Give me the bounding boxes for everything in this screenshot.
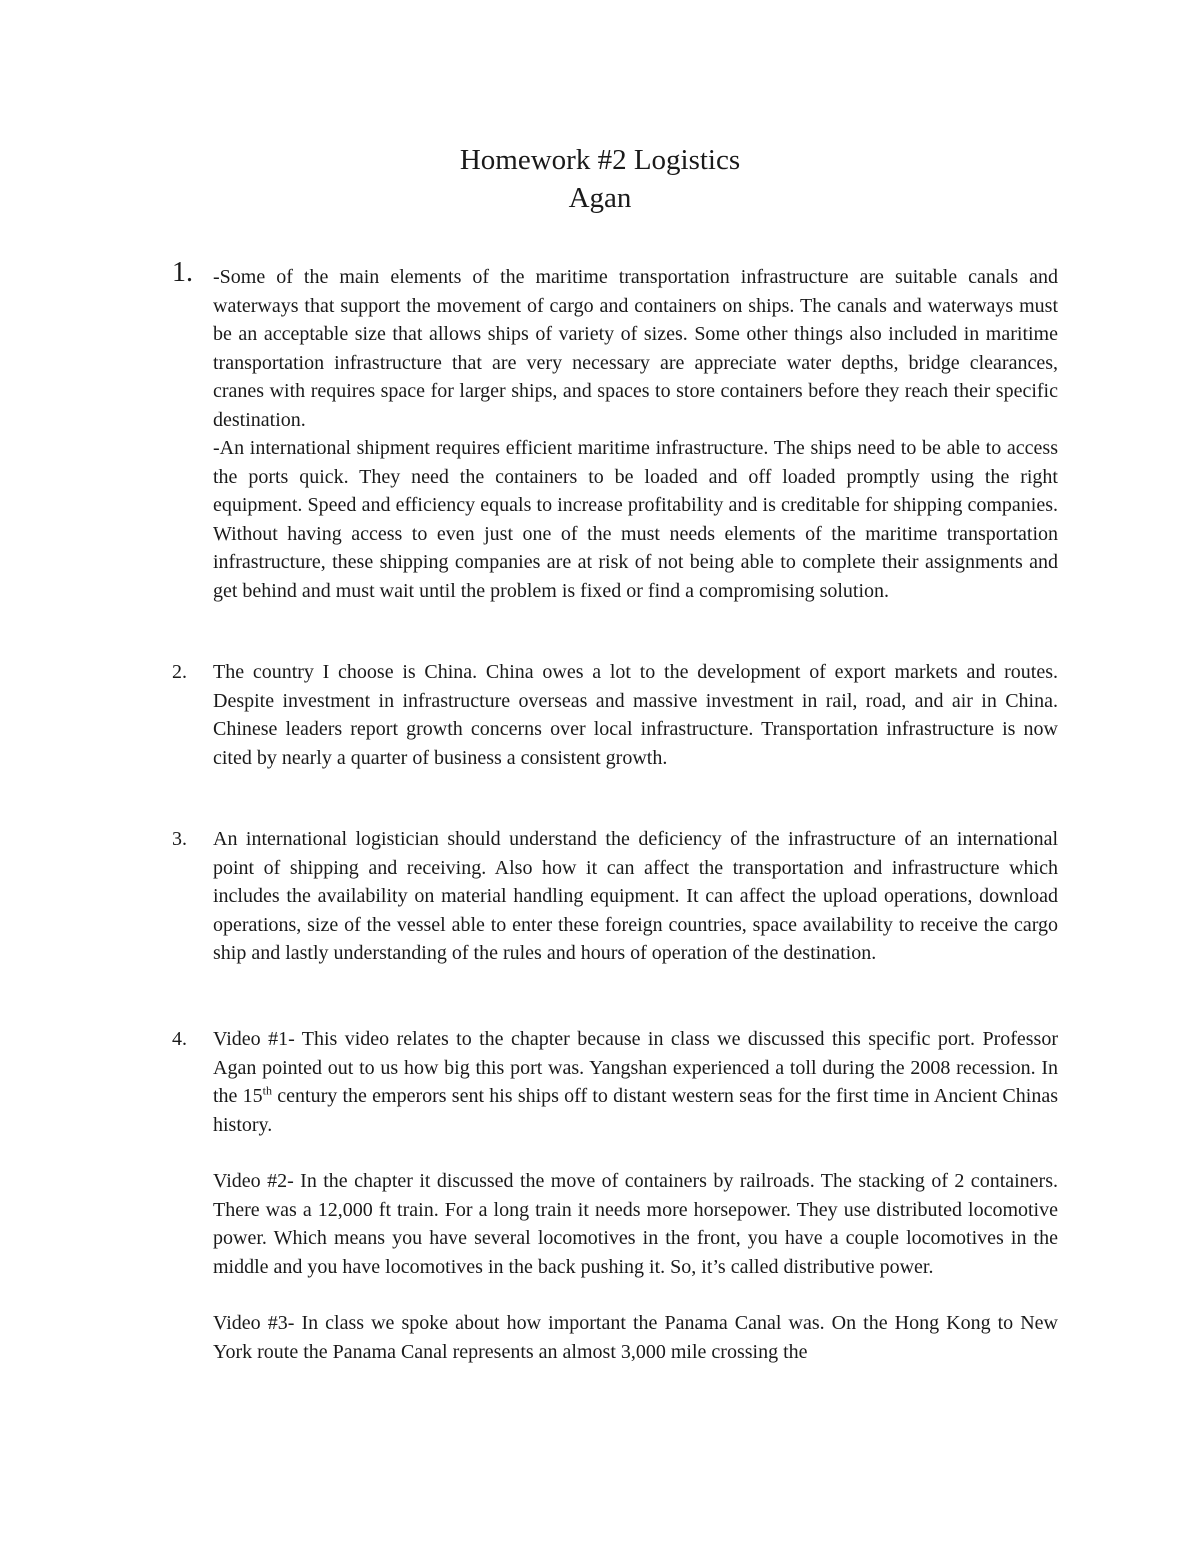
video-1-paragraph bbox=[213, 1025, 1058, 1139]
document-author: Agan bbox=[568, 182, 632, 214]
video-1-text: Video #1- This video relates to the chapter because in class we discussed this specific port. Professor Agan pointed out to us how big this port was. Yangshan experienced a toll during the 2008 recession. In the 15 bbox=[213, 1028, 1058, 1107]
answer-text bbox=[213, 825, 1058, 968]
answer-paragraph: An international logistician should understand the deficiency of the infrastructure of an international point of shipping and receiving. Also how it can affect the transportation and infrastructure which includes the availability on material handling equipment. It can affect the upload operations, download operations, size of the vessel able to enter these foreign countries, space availability to receive the cargo ship and lastly understanding of the rules and hours of operation of the destination. bbox=[213, 828, 1058, 964]
ordinal-superscript: th bbox=[262, 1083, 273, 1098]
video-3-paragraph: Video #3- In class we spoke about how important the Panama Canal was. On the Hong Kong to New York route the Panama Canal represents an almost 3,000 mile crossing the bbox=[213, 1312, 1058, 1363]
video-2-paragraph: Video #2- In the chapter it discussed the move of containers by railroads. The stacking of 2 containers. There was a 12,000 ft train. For a long train it needs more horsepower. They use distributed locomotive power. Which means you have several locomotives in the front, you have a couple locomotives in the middle and you have locomotives in the back pushing it. So, it’s called distributive power. bbox=[213, 1170, 1058, 1278]
answer-paragraph: The country I choose is China. China owes a lot to the development of export markets and routes. Despite investment in infrastructure overseas and massive investment in rail, road, and air in China. Chinese leaders report growth concerns over local infrastructure. Transportation infrastructure is now cited by nearly a quarter of business a consistent growth. bbox=[213, 661, 1058, 769]
document-title: Homework #2 Logistics bbox=[459, 144, 741, 176]
video-1-text-continued: century the emperors sent his ships off to distant western seas for the first time in Ancient Chinas history. bbox=[213, 1085, 1058, 1136]
answer-text bbox=[213, 263, 1058, 605]
answer-text bbox=[213, 658, 1058, 772]
answer-paragraph: -Some of the main elements of the maritime transportation infrastructure are suitable canals and waterways that support the movement of cargo and containers on ships. The canals and waterways must be an acceptable size that allows ships of variety of sizes. Some other things also included in maritime transportation infrastructure that are very necessary are appreciate water depths, bridge clearances, cranes with requires space for larger ships, and spaces to store containers before they reach their specific destination. bbox=[213, 266, 1058, 431]
question-number: 1. bbox=[172, 257, 193, 288]
answer-paragraph: -An international shipment requires efficient maritime infrastructure. The ships need to be able to access the ports quick. They need the containers to be loaded and off loaded promptly using the right equipment. Speed and efficiency equals to increase profitability and is creditable for shipping companies. Without having access to even just one of the must needs elements of the maritime transportation infrastructure, these shipping companies are at risk of not being able to complete their assignments and get behind and must wait until the problem is fixed or find a compromising solution. bbox=[213, 437, 1058, 602]
question-number: 2. bbox=[172, 661, 187, 683]
answer-text bbox=[213, 1025, 1058, 1366]
question-number: 3. bbox=[172, 828, 187, 850]
question-number: 4. bbox=[172, 1028, 187, 1050]
